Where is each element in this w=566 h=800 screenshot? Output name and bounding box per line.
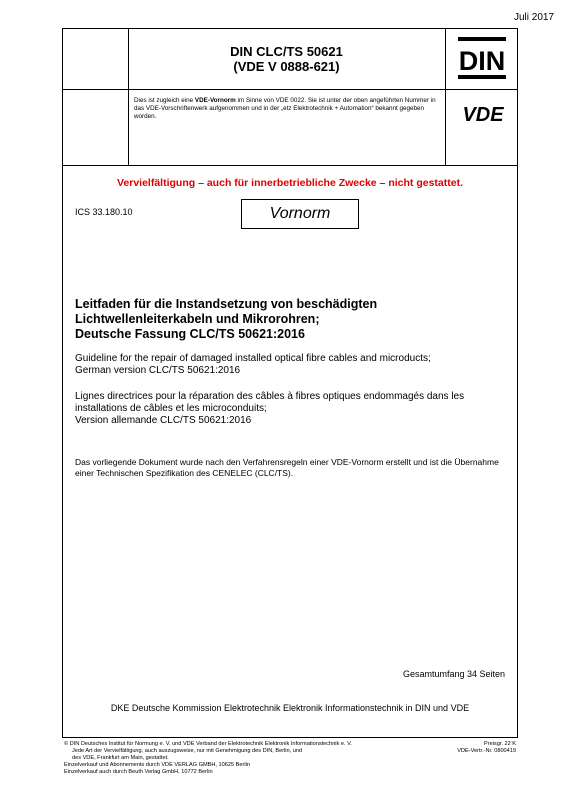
order-number: VDE-Vertr.-Nr. 0800419 [457, 748, 516, 754]
german-title-line: Lichtwellenleiterkabeln und Mikrorohren; [75, 312, 320, 326]
german-title-line: Deutsche Fassung CLC/TS 50621:2016 [75, 327, 305, 341]
french-title-line: Lignes directrices pour la réparation des câbles à fibres optiques endommagés dans les [75, 391, 465, 402]
sales-line: Einzelverkauf und Abonnements durch VDE VERLAG GMBH, 10625 Berlin [64, 762, 250, 768]
price-group: Preisgr. 22 K [483, 741, 516, 747]
english-title-line: German version CLC/TS 50621:2016 [75, 365, 241, 376]
vde-intro-note [134, 97, 437, 121]
ics-code: ICS 33.180.10 [75, 207, 133, 217]
intro-suffix: im Sinne von VDE 0022. Sie ist unter der oben angeführten Nummer in das VDE-Vorschriftenwerk aufgenommen und in der „etz Elektrotechnik + Automation“ bekannt gegeben worden. [134, 97, 436, 120]
intro-bold: VDE-Vornorm [194, 97, 236, 104]
header-divider-right [445, 29, 446, 165]
german-title-line: Leitfaden für die Instandsetzung von beschädigten [75, 297, 378, 311]
footer-price-info [457, 741, 516, 755]
document-number-block [128, 29, 445, 89]
document-description: Das vorliegende Dokument wurde nach den Verfahrensregeln einer VDE-Vornorm erstellt und ist die Übernahme einer Technischen Spezifikation des CENELEC (CLC/TS). [75, 457, 499, 478]
german-title [75, 297, 505, 342]
din-logo [453, 35, 511, 81]
footer-copyright [64, 741, 394, 776]
vde-number: (VDE V 0888-621) [233, 59, 340, 74]
publication-date: Juli 2017 [513, 12, 554, 23]
french-title-line: Version allemande CLC/TS 50621:2016 [75, 415, 252, 426]
copyright-line: Jede Art der Vervielfältigung, auch auszugsweise, nur mit Genehmigung des DIN, Berlin, und [72, 748, 303, 754]
copyright-line: des VDE, Frankfurt am Main, gestattet. [72, 755, 169, 761]
reproduction-warning: Vervielfältigung – auch für innerbetriebliche Zwecke – nicht gestattet. [116, 177, 463, 189]
status-box: Vornorm [241, 199, 359, 229]
french-title [75, 391, 505, 427]
document-number: DIN CLC/TS 50621 [230, 44, 343, 59]
english-title-line: Guideline for the repair of damaged installed optical fibre cables and microducts; [75, 353, 431, 364]
footer-divider [63, 737, 517, 738]
vde-logo-text: VDE [462, 104, 504, 125]
din-logo-text: DIN [458, 46, 506, 76]
total-pages: Gesamtumfang 34 Seiten [402, 669, 505, 679]
intro-prefix: Dies ist zugleich eine [134, 97, 195, 104]
document-frame [62, 28, 518, 738]
vde-logo [451, 103, 515, 125]
copyright-line: © DIN Deutsches Institut für Normung e. V. und VDE Verband der Elektrotechnik Elektronik Informationstechnik e. V. [64, 741, 352, 747]
sales-line: Einzelverkauf auch durch Beuth Verlag GmbH, 10772 Berlin [64, 769, 213, 775]
committee-name: DKE Deutsche Kommission Elektrotechnik Elektronik Informationstechnik in DIN und VDE [110, 703, 470, 713]
english-title [75, 353, 505, 377]
french-title-line: installations de câbles et les microconduits; [75, 403, 267, 414]
